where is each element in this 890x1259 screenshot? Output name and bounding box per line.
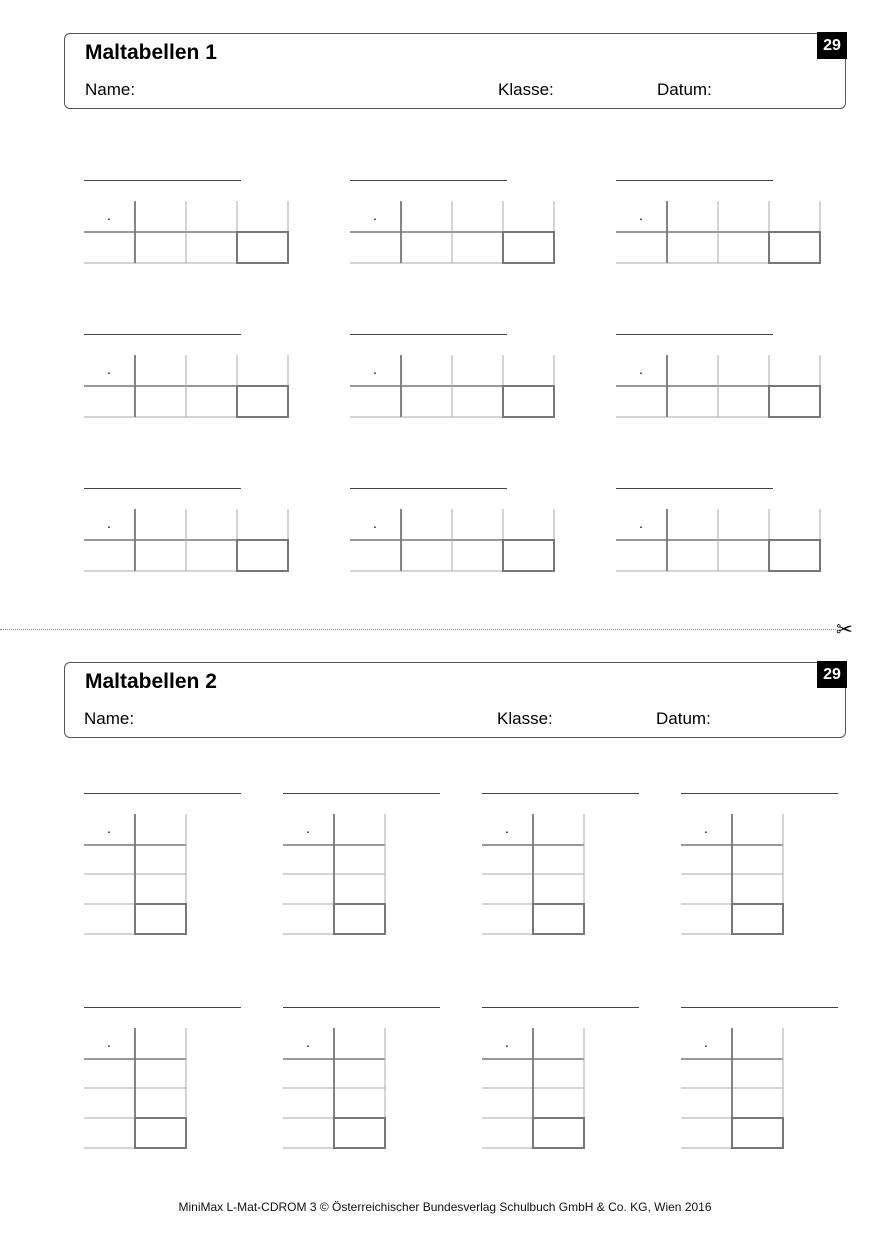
operator-dot: ·: [372, 518, 378, 534]
operator-dot: ·: [372, 210, 378, 226]
sheet2-table-1-2: [481, 1027, 587, 1151]
sheet1-answer-line: [616, 180, 773, 181]
sheet1-answer-line: [616, 334, 773, 335]
operator-dot: ·: [372, 364, 378, 380]
sheet1-table-2-2: [615, 508, 824, 574]
sheet1-answer-line: [84, 334, 241, 335]
sheet1-table-0-1: [349, 200, 558, 266]
sheet2-answer-line: [681, 1007, 838, 1008]
sheet1-title: Maltabellen 1: [85, 41, 217, 64]
sheet1-answer-line: [350, 180, 507, 181]
operator-dot: ·: [305, 1037, 311, 1053]
sheet1-date-label: Datum:: [657, 80, 712, 99]
sheet2-table-0-2: [481, 813, 587, 937]
sheet2-answer-line: [681, 793, 838, 794]
sheet2-answer-line: [84, 793, 241, 794]
sheet1-answer-line: [350, 488, 507, 489]
sheet2-table-1-1: [282, 1027, 388, 1151]
sheet2-table-1-0: [83, 1027, 189, 1151]
operator-dot: ·: [504, 1037, 510, 1053]
sheet1-page-number: 29: [817, 32, 847, 59]
sheet2-answer-line: [283, 793, 440, 794]
sheet1-answer-line: [84, 180, 241, 181]
operator-dot: ·: [106, 823, 112, 839]
operator-dot: ·: [638, 518, 644, 534]
sheet2-table-0-0: [83, 813, 189, 937]
footer-copyright: MiniMax L-Mat-CDROM 3 © Österreichischer Bundesverlag Schulbuch GmbH & Co. KG, Wien 2016: [178, 1200, 712, 1214]
sheet1-header: [64, 33, 846, 109]
sheet1-answer-line: [84, 488, 241, 489]
sheet1-table-1-2: [615, 354, 824, 420]
operator-dot: ·: [106, 1037, 112, 1053]
sheet2-header: [64, 662, 846, 738]
sheet2-date-label: Datum:: [656, 709, 711, 728]
sheet2-table-1-3: [680, 1027, 786, 1151]
sheet2-table-0-3: [680, 813, 786, 937]
operator-dot: ·: [638, 364, 644, 380]
operator-dot: ·: [638, 210, 644, 226]
operator-dot: ·: [106, 210, 112, 226]
sheet2-answer-line: [482, 793, 639, 794]
sheet2-table-0-1: [282, 813, 388, 937]
sheet2-answer-line: [84, 1007, 241, 1008]
sheet1-answer-line: [350, 334, 507, 335]
sheet1-class-label: Klasse:: [498, 80, 554, 99]
sheet2-page-number: 29: [817, 661, 847, 688]
cut-line: [0, 629, 836, 630]
sheet2-answer-line: [283, 1007, 440, 1008]
scissors-icon: ✂: [836, 617, 853, 641]
operator-dot: ·: [305, 823, 311, 839]
sheet1-table-2-1: [349, 508, 558, 574]
sheet1-name-label: Name:: [85, 80, 136, 99]
sheet1-table-1-0: [83, 354, 292, 420]
operator-dot: ·: [106, 518, 112, 534]
operator-dot: ·: [106, 364, 112, 380]
sheet1-table-0-2: [615, 200, 824, 266]
sheet2-class-label: Klasse:: [497, 709, 553, 728]
sheet2-answer-line: [482, 1007, 639, 1008]
sheet1-table-1-1: [349, 354, 558, 420]
sheet1-table-0-0: [83, 200, 292, 266]
sheet2-name-label: Name:: [84, 709, 135, 728]
operator-dot: ·: [504, 823, 510, 839]
sheet2-title: Maltabellen 2: [85, 670, 217, 693]
sheet1-table-2-0: [83, 508, 292, 574]
operator-dot: ·: [703, 1037, 709, 1053]
operator-dot: ·: [703, 823, 709, 839]
sheet1-answer-line: [616, 488, 773, 489]
